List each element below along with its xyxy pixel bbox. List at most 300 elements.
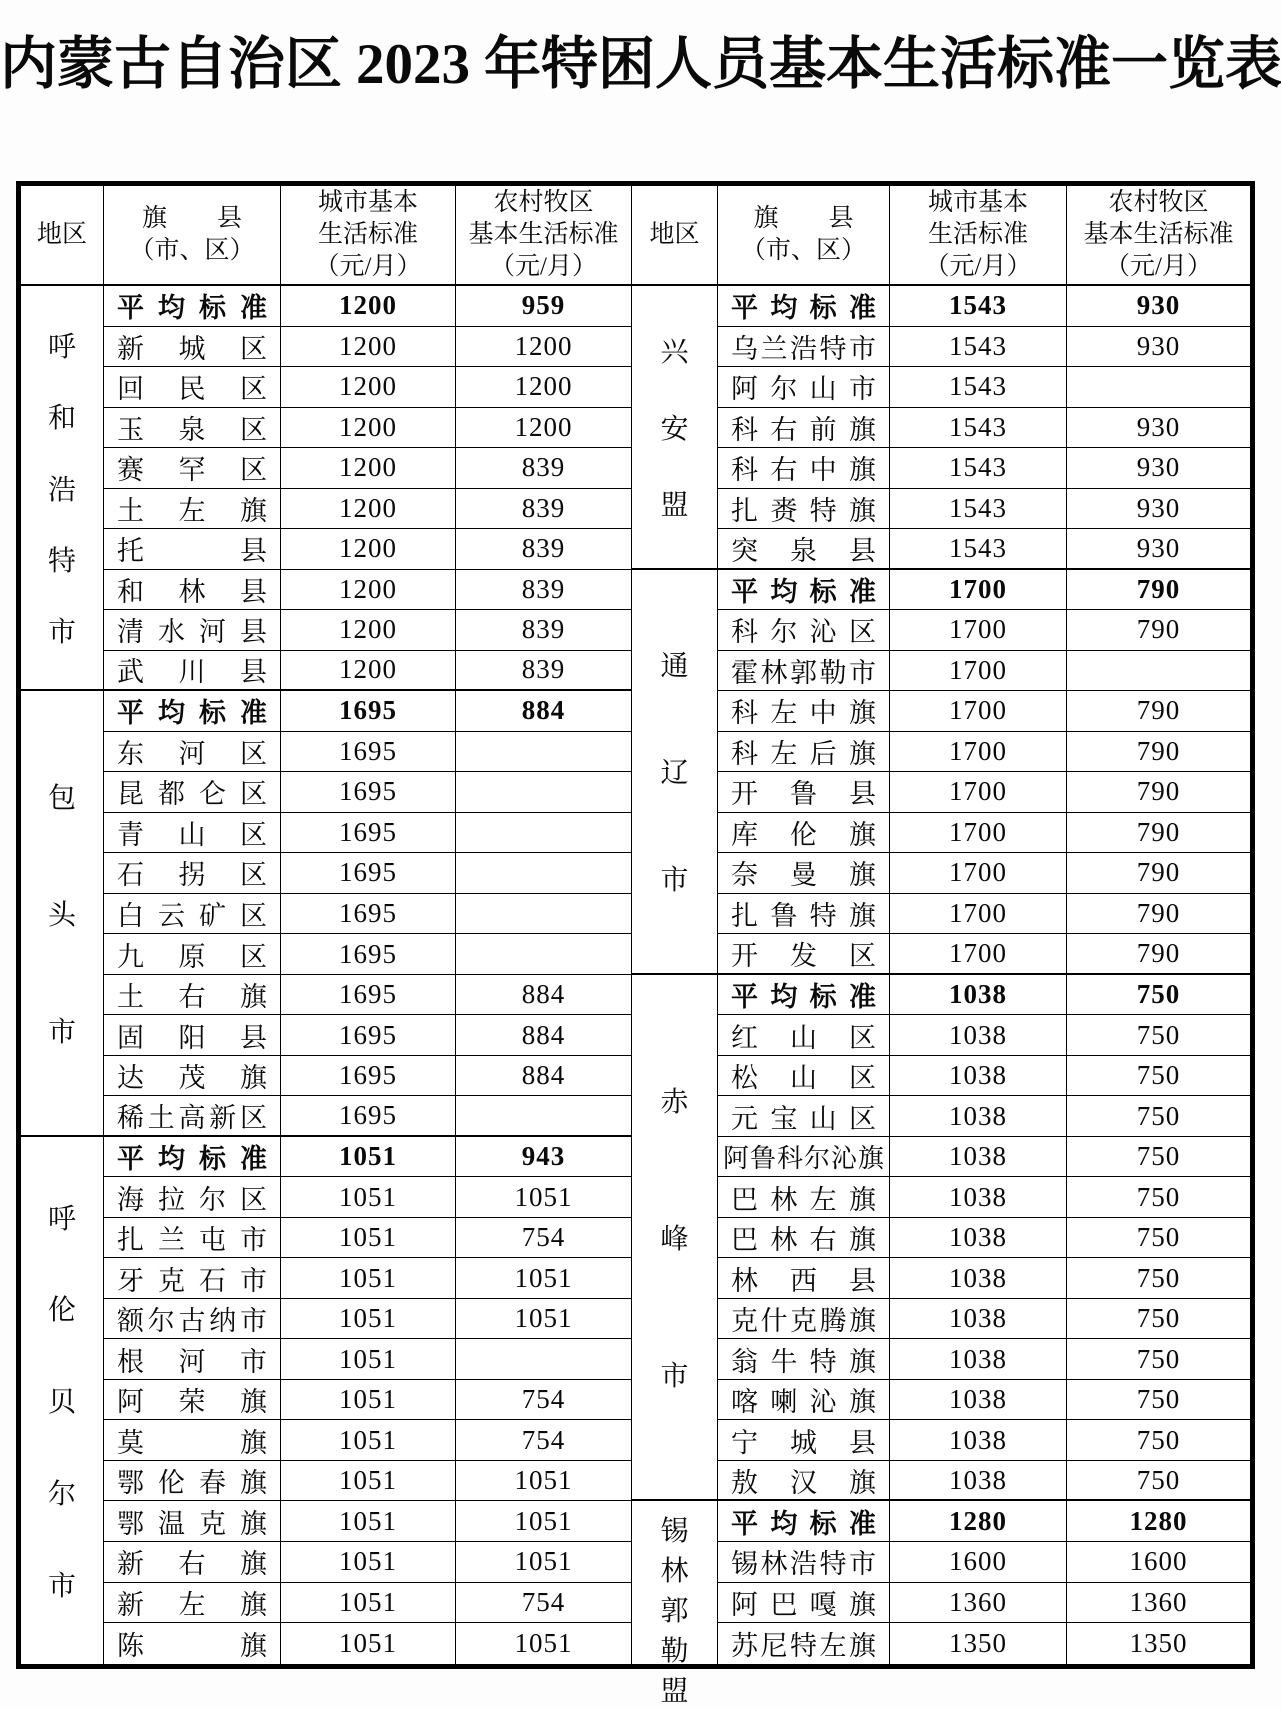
county-char: 原 [178, 941, 206, 972]
county-char: 区 [240, 779, 267, 810]
county-char: 旗 [240, 1549, 267, 1580]
rural-standard-cell: 930 [1067, 489, 1250, 530]
county-char: 尔 [803, 1144, 830, 1174]
urban-standard-cell: 1038 [890, 975, 1067, 1016]
urban-standard-cell: 1038 [890, 1218, 1067, 1259]
county-char: 区 [240, 941, 267, 972]
county-char: 区 [848, 1103, 876, 1134]
county-char: 标 [199, 293, 226, 324]
rural-standard-cell: 754 [456, 1380, 632, 1421]
county-char: 沁 [809, 617, 837, 648]
county-char: 元 [731, 1103, 758, 1134]
county-char: 准 [848, 1508, 876, 1539]
county-char: 山 [178, 819, 206, 850]
urban-standard-cell: 1700 [890, 934, 1067, 975]
county-cell [718, 651, 890, 692]
region-char: 伦 [47, 1295, 76, 1327]
county-char: 特 [809, 495, 837, 526]
county-char: 区 [240, 333, 267, 364]
region-char: 市 [47, 1570, 76, 1602]
county-char: 均 [770, 1508, 798, 1539]
urban-standard-cell: 1038 [890, 1380, 1067, 1421]
header-region [21, 186, 104, 286]
county-char: 川 [178, 657, 206, 688]
county-char: 青 [117, 819, 144, 850]
county-char: 嘎 [809, 1589, 837, 1620]
county-char: 什 [760, 1306, 788, 1337]
header-urban [890, 186, 1067, 286]
urban-standard-cell: 1051 [281, 1380, 456, 1421]
county-cell [104, 327, 281, 368]
county-cell [718, 1177, 890, 1218]
region-char: 勒 [660, 1636, 689, 1668]
urban-standard-cell: 1695 [281, 934, 456, 975]
region-char: 市 [47, 1016, 76, 1048]
county-char: 阿 [723, 1144, 750, 1174]
county-char: 林 [731, 1265, 758, 1296]
county-char: 左 [819, 1630, 847, 1661]
county-char: 科 [731, 738, 758, 769]
county-cell [104, 1056, 281, 1097]
county-char: 标 [809, 982, 837, 1013]
county-char: 屯 [199, 1225, 226, 1256]
county-char: 罕 [178, 455, 206, 486]
rural-standard-cell: 930 [1067, 529, 1250, 570]
county-cell [718, 286, 890, 327]
urban-standard-cell: 1695 [281, 853, 456, 894]
county-cell [718, 772, 890, 813]
county-char: 土 [147, 1103, 175, 1134]
county-char: 宝 [770, 1103, 798, 1134]
county-cell [718, 1299, 890, 1340]
county-char: 区 [240, 819, 267, 850]
urban-standard-cell: 1051 [281, 1218, 456, 1259]
county-cell [104, 1380, 281, 1421]
county-char: 中 [809, 698, 837, 729]
urban-standard-cell: 1695 [281, 772, 456, 813]
rural-standard-cell: 839 [456, 610, 632, 651]
urban-standard-cell: 1543 [890, 286, 1067, 327]
rural-standard-cell: 884 [456, 1056, 632, 1097]
rural-standard-cell: 1280 [1067, 1501, 1250, 1542]
county-char: 拉 [158, 1184, 185, 1215]
region-char: 盟 [660, 490, 689, 522]
rural-standard-cell: 839 [456, 489, 632, 530]
rural-standard-cell: 1360 [1067, 1583, 1250, 1624]
county-char: 阿 [731, 1589, 758, 1620]
county-char: 巴 [731, 1184, 758, 1215]
urban-standard-cell: 1051 [281, 1177, 456, 1218]
county-char: 准 [240, 1144, 267, 1175]
county-cell [104, 1461, 281, 1502]
urban-standard-cell: 1051 [281, 1461, 456, 1502]
county-char: 林 [760, 657, 788, 688]
region-cell [21, 691, 104, 1137]
county-char: 兰 [158, 1225, 185, 1256]
header-line: （元/月） [924, 253, 1032, 280]
rural-standard-cell: 884 [456, 975, 632, 1016]
county-char: 平 [117, 1144, 144, 1175]
county-char: 右 [178, 1549, 206, 1580]
rural-standard-cell [1067, 651, 1250, 692]
county-char: 开 [731, 941, 758, 972]
county-char: 平 [731, 1508, 758, 1539]
county-char: 中 [809, 455, 837, 486]
county-char: 新 [209, 1103, 237, 1134]
county-char: 鲁 [749, 1144, 776, 1174]
county-char: 赉 [770, 495, 798, 526]
rural-standard-cell: 754 [456, 1218, 632, 1259]
county-char: 回 [117, 374, 144, 405]
urban-standard-cell: 1200 [281, 529, 456, 570]
rural-standard-cell [456, 732, 632, 773]
urban-standard-cell: 1038 [890, 1177, 1067, 1218]
region-char: 峰 [660, 1224, 689, 1256]
county-char: 根 [117, 1346, 144, 1377]
header-line: 基本生活标准 [1083, 221, 1234, 248]
urban-standard-cell: 1695 [281, 975, 456, 1016]
urban-standard-cell: 1200 [281, 651, 456, 692]
header-line: 旗 县 [753, 205, 854, 232]
urban-standard-cell: 1200 [281, 570, 456, 611]
county-cell [718, 691, 890, 732]
county-char: 鲁 [770, 900, 798, 931]
title-year: 2023 [356, 33, 470, 96]
urban-standard-cell: 1200 [281, 448, 456, 489]
county-char: 翁 [731, 1346, 758, 1377]
region-char: 市 [47, 616, 76, 648]
region-char: 包 [47, 783, 76, 815]
county-char: 平 [117, 698, 144, 729]
county-char: 清 [117, 617, 144, 648]
county-char: 科 [731, 698, 758, 729]
county-cell [104, 1623, 281, 1664]
rural-standard-cell: 750 [1067, 1299, 1250, 1340]
county-char: 西 [790, 1265, 817, 1296]
county-char: 昆 [117, 779, 144, 810]
county-char: 春 [199, 1468, 226, 1499]
rural-standard-cell: 930 [1067, 408, 1250, 449]
urban-standard-cell: 1360 [890, 1583, 1067, 1624]
urban-standard-cell: 1200 [281, 327, 456, 368]
county-cell [718, 1218, 890, 1259]
rural-standard-cell: 1051 [456, 1258, 632, 1299]
county-char: 均 [158, 293, 185, 324]
urban-standard-cell: 1038 [890, 1299, 1067, 1340]
urban-standard-cell: 1543 [890, 408, 1067, 449]
county-char: 左 [178, 495, 206, 526]
urban-standard-cell: 1200 [281, 367, 456, 408]
county-char: 汉 [790, 1467, 817, 1498]
county-char: 县 [240, 1022, 267, 1053]
county-cell [718, 1501, 890, 1542]
rural-standard-cell [456, 853, 632, 894]
county-char: 旗 [848, 495, 876, 526]
urban-standard-cell: 1038 [890, 1339, 1067, 1380]
county-char: 水 [158, 617, 185, 648]
rural-standard-cell: 1051 [456, 1501, 632, 1542]
region-cell [21, 1137, 104, 1664]
region-char: 尔 [47, 1478, 76, 1510]
region-char: 贝 [47, 1387, 76, 1419]
county-cell [104, 1339, 281, 1380]
county-cell [718, 1542, 890, 1583]
region-char: 辽 [660, 758, 689, 790]
county-char: 右 [770, 455, 798, 486]
county-char: 陈 [117, 1630, 144, 1661]
rural-standard-cell: 790 [1067, 813, 1250, 854]
county-char: 新 [117, 1589, 144, 1620]
county-cell [718, 1258, 890, 1299]
county-cell [104, 691, 281, 732]
county-char: 林 [760, 1549, 788, 1580]
county-cell [718, 367, 890, 408]
county-char: 红 [731, 1022, 758, 1053]
region-char: 兴 [660, 337, 689, 369]
region-char: 和 [47, 403, 76, 435]
county-cell [718, 1380, 890, 1421]
county-cell [104, 1420, 281, 1461]
county-char: 和 [117, 576, 144, 607]
county-char: 左 [809, 1184, 837, 1215]
county-cell [104, 651, 281, 692]
rural-standard-cell: 1051 [456, 1623, 632, 1664]
header-line: 城市基本 [317, 189, 418, 216]
county-char: 均 [158, 698, 185, 729]
county-cell [104, 610, 281, 651]
county-char: 新 [117, 1549, 144, 1580]
county-char: 苏 [731, 1630, 758, 1661]
county-char: 后 [809, 738, 837, 769]
county-cell [104, 408, 281, 449]
urban-standard-cell: 1038 [890, 1056, 1067, 1097]
county-char: 旗 [849, 819, 876, 850]
county-char: 区 [240, 414, 267, 445]
rural-standard-cell: 750 [1067, 1137, 1250, 1178]
region-char: 市 [660, 864, 689, 896]
urban-standard-cell: 1038 [890, 1258, 1067, 1299]
county-char: 克 [199, 1508, 226, 1539]
rural-standard-cell: 1350 [1129, 1627, 1188, 1658]
county-cell [718, 1056, 890, 1097]
county-cell [104, 286, 281, 327]
rural-standard-cell: 754 [456, 1583, 632, 1624]
county-char: 左 [178, 1589, 206, 1620]
county-char: 浩 [790, 1549, 817, 1580]
county-cell [718, 934, 890, 975]
urban-standard-cell: 1200 [281, 408, 456, 449]
county-cell [104, 448, 281, 489]
urban-standard-cell: 1695 [281, 732, 456, 773]
header-county [104, 186, 281, 286]
rural-standard-cell: 884 [456, 1015, 632, 1056]
urban-standard-cell: 1051 [281, 1623, 456, 1664]
rural-standard-cell: 790 [1067, 570, 1250, 611]
header-line: 地区 [36, 221, 87, 248]
county-char: 平 [117, 293, 144, 324]
county-char: 东 [117, 738, 144, 769]
rural-standard-cell: 930 [1067, 448, 1250, 489]
county-cell [718, 975, 890, 1016]
county-char: 曼 [790, 860, 817, 891]
rural-standard-cell: 839 [456, 570, 632, 611]
county-char: 右 [178, 982, 206, 1013]
header-line: （市、区） [740, 237, 866, 264]
county-cell [104, 894, 281, 935]
region-char: 呼 [47, 1203, 76, 1235]
county-char: 河 [178, 738, 206, 769]
county-char: 特 [809, 1346, 837, 1377]
county-char: 旗 [849, 1306, 876, 1337]
county-cell [104, 1015, 281, 1056]
rural-standard-cell: 750 [1067, 1096, 1250, 1137]
county-char: 库 [731, 819, 758, 850]
county-char: 科 [731, 455, 758, 486]
county-char: 白 [117, 900, 144, 931]
header-line: 地区 [649, 221, 700, 248]
region-char: 浩 [47, 474, 76, 506]
county-char: 城 [790, 1427, 817, 1458]
rural-standard-cell: 790 [1067, 732, 1250, 773]
urban-standard-cell: 1543 [890, 367, 1067, 408]
urban-standard-cell: 1051 [281, 1501, 456, 1542]
county-char: 市 [848, 374, 876, 405]
header-line: （元/月） [490, 253, 597, 280]
county-char: 旗 [240, 495, 267, 526]
county-char: 科 [731, 617, 758, 648]
rural-standard-cell: 750 [1067, 1218, 1250, 1259]
county-char: 林 [178, 576, 206, 607]
rural-standard-cell [456, 1339, 632, 1380]
county-cell [718, 1583, 890, 1624]
rural-standard-cell: 750 [1067, 1420, 1250, 1461]
county-cell [104, 772, 281, 813]
county-char: 河 [199, 617, 226, 648]
county-char: 县 [849, 779, 876, 810]
urban-standard-cell: 1700 [890, 853, 1067, 894]
urban-standard-cell: 1543 [890, 327, 1067, 368]
header-rural [456, 186, 632, 286]
region-char: 特 [47, 545, 76, 577]
rural-standard-cell: 1051 [456, 1542, 632, 1583]
county-char: 达 [117, 1063, 144, 1094]
county-char: 旗 [848, 738, 876, 769]
county-char: 旗 [240, 1630, 267, 1661]
county-char: 旗 [848, 900, 876, 931]
rural-standard-cell [1067, 367, 1250, 408]
county-char: 区 [849, 1063, 876, 1094]
county-char: 石 [117, 860, 144, 891]
urban-standard-cell: 1695 [281, 1096, 456, 1137]
county-char: 旗 [240, 1468, 267, 1499]
county-char: 巴 [731, 1225, 758, 1256]
rural-standard-cell: 790 [1067, 853, 1250, 894]
county-char: 高 [178, 1103, 206, 1134]
county-char: 区 [240, 374, 267, 405]
county-char: 克 [731, 1306, 758, 1337]
county-char: 区 [240, 455, 267, 486]
county-char: 仑 [199, 779, 226, 810]
title-suffix: 年特困人员基本生活标准一览表 [484, 33, 1282, 96]
rural-standard-cell: 750 [1067, 1380, 1250, 1421]
county-char: 旗 [849, 860, 876, 891]
county-char: 奈 [731, 860, 758, 891]
county-char: 乌 [731, 333, 758, 364]
header-region [632, 186, 718, 286]
county-char: 旗 [848, 1225, 876, 1256]
county-char: 额 [117, 1306, 144, 1337]
county-char: 喀 [731, 1387, 758, 1418]
county-char: 平 [731, 293, 758, 324]
urban-standard-cell: 1200 [281, 489, 456, 530]
county-char: 均 [158, 1144, 185, 1175]
county-char: 标 [809, 293, 837, 324]
county-char: 宁 [731, 1427, 758, 1458]
rural-standard-cell: 790 [1067, 894, 1250, 935]
county-cell [104, 934, 281, 975]
county-char: 九 [117, 941, 144, 972]
county-char: 特 [819, 1549, 847, 1580]
county-char: 纳 [209, 1306, 237, 1337]
county-char: 霍 [731, 657, 758, 688]
county-char: 旗 [848, 1184, 876, 1215]
county-char: 标 [809, 576, 837, 607]
county-char: 固 [117, 1022, 144, 1053]
county-char: 旗 [848, 1589, 876, 1620]
county-cell [718, 732, 890, 773]
county-cell [718, 1461, 890, 1502]
county-cell [718, 813, 890, 854]
urban-standard-cell: 1038 [890, 1461, 1067, 1502]
rural-standard-cell: 1200 [456, 367, 632, 408]
urban-standard-cell: 1051 [281, 1339, 456, 1380]
rural-standard-cell: 839 [456, 448, 632, 489]
county-char: 开 [731, 779, 758, 810]
county-char: 稀 [117, 1103, 144, 1134]
urban-standard-cell: 1543 [890, 448, 1067, 489]
county-char: 准 [848, 293, 876, 324]
rural-standard-cell: 750 [1067, 1339, 1250, 1380]
county-char: 发 [790, 941, 817, 972]
county-char: 沁 [809, 1387, 837, 1418]
county-char: 山 [790, 1022, 817, 1053]
county-char: 市 [240, 1265, 267, 1296]
county-char: 平 [731, 982, 758, 1013]
rural-standard-cell [456, 1096, 632, 1137]
document-title [0, 18, 1282, 100]
county-char: 市 [849, 1549, 876, 1580]
header-line: 农村牧区 [1108, 189, 1209, 216]
header-line: 农村牧区 [493, 189, 594, 216]
region-char: 锡 [660, 1516, 689, 1548]
urban-standard-cell: 1200 [281, 286, 456, 327]
urban-standard-cell: 1700 [890, 732, 1067, 773]
region-cell [632, 1501, 718, 1708]
county-char: 尔 [147, 1306, 175, 1337]
county-char: 县 [240, 576, 267, 607]
county-char: 科 [731, 414, 758, 445]
urban-standard-cell: 1695 [281, 691, 456, 732]
urban-standard-cell: 1695 [281, 1056, 456, 1097]
county-cell [718, 1339, 890, 1380]
header-urban [281, 186, 456, 286]
county-char: 左 [770, 738, 798, 769]
county-char: 县 [240, 536, 267, 567]
county-char: 县 [849, 1265, 876, 1296]
header-line: （市、区） [129, 237, 255, 264]
county-char: 石 [199, 1265, 226, 1296]
county-char: 新 [117, 333, 144, 364]
